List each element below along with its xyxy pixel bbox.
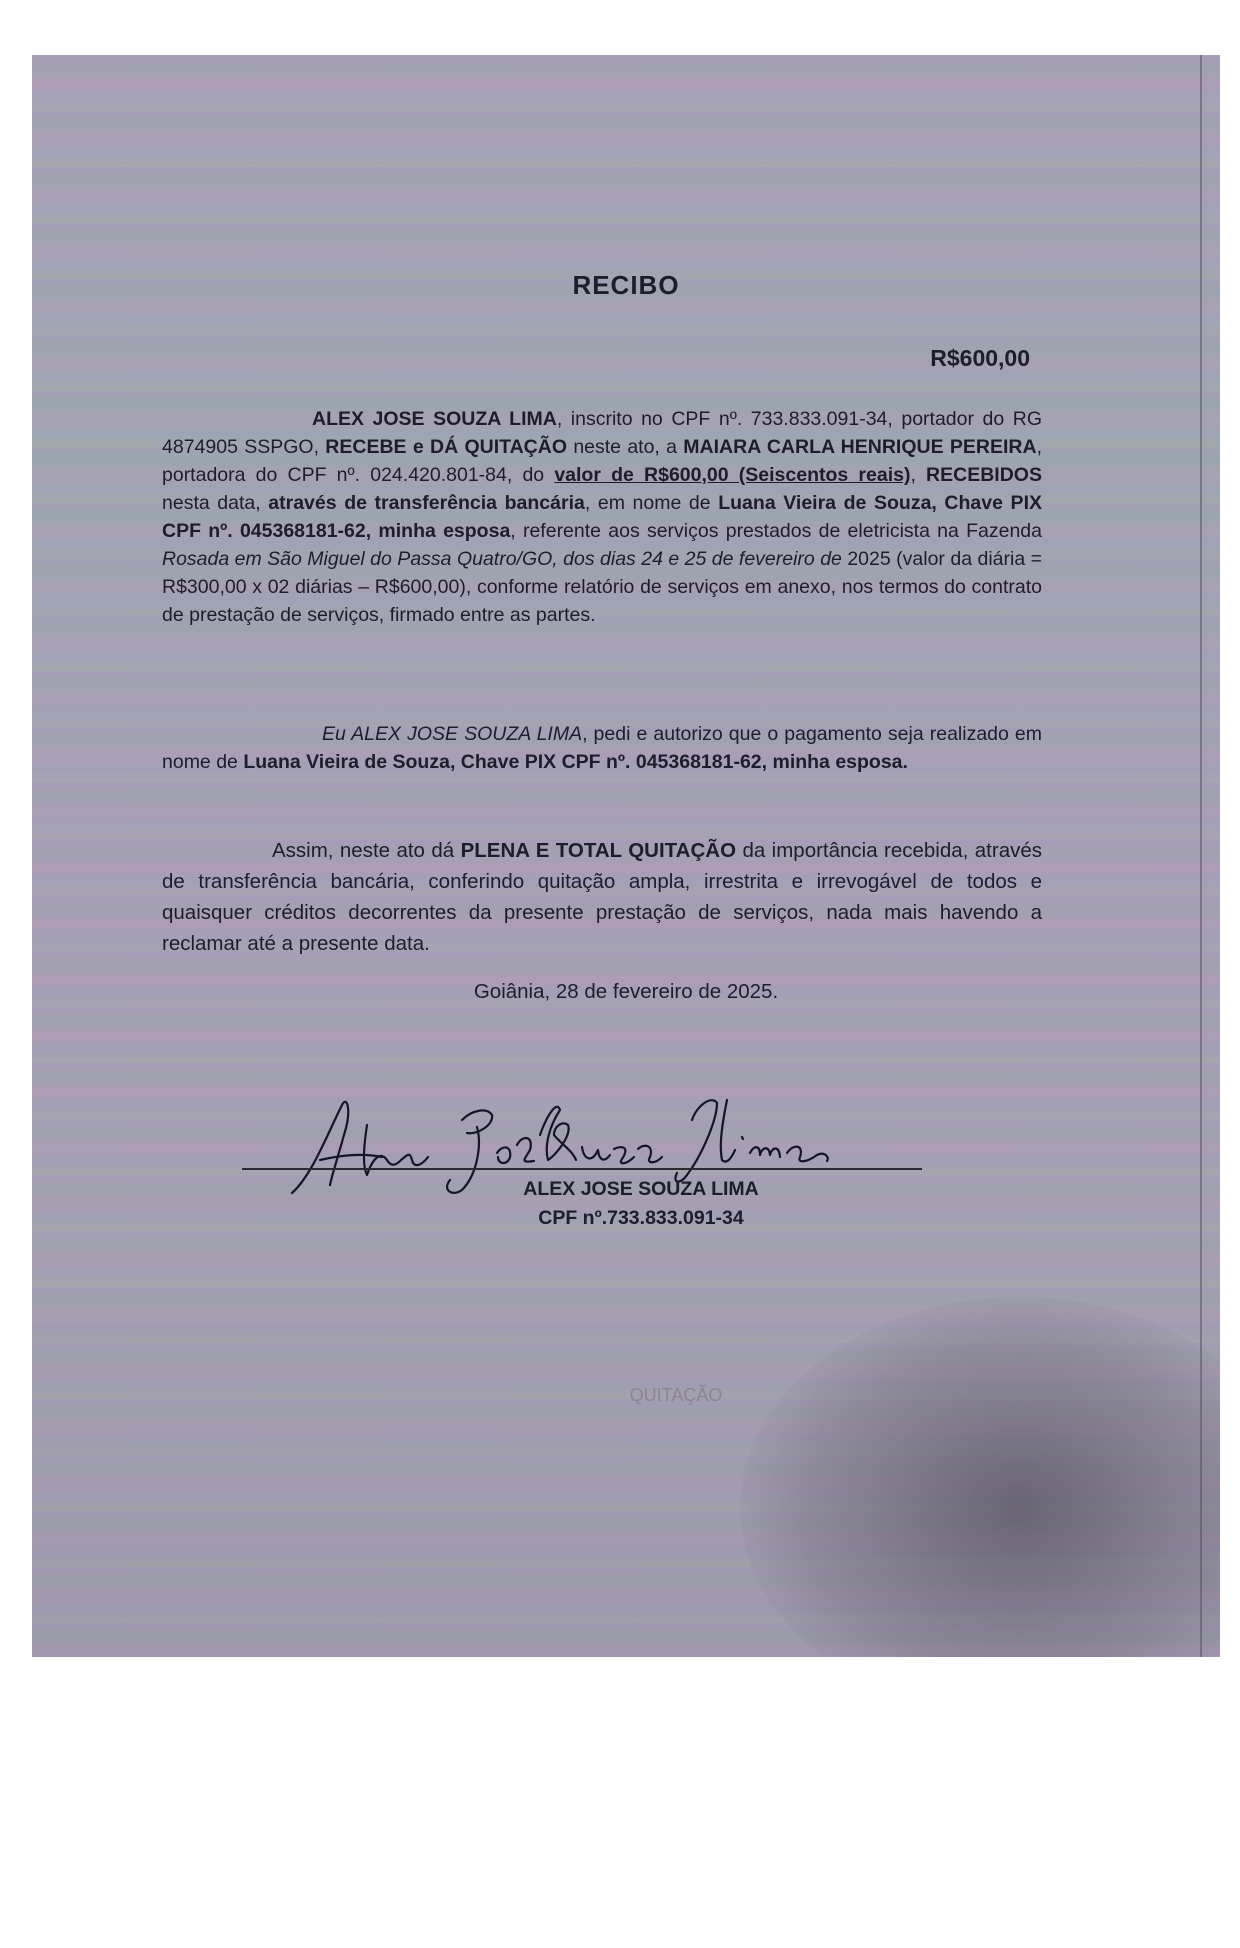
pix-beneficiary: Luana Vieira de Souza, Chave PIX CPF nº. 045368181-62, minha esposa. xyxy=(243,751,908,773)
paragraph-payment-authorization xyxy=(162,720,1042,776)
text-segment: nesta data, xyxy=(162,492,269,514)
text-segment: , pedi e autorizo que o pagamento seja realizado em nome de xyxy=(162,723,1042,773)
paragraph-receipt-declaration xyxy=(162,405,1042,629)
bold-segment: RECEBIDOS xyxy=(926,464,1042,486)
signer-cpf: CPF nº.733.833.091-34 xyxy=(538,1207,744,1229)
receipt-amount: R$600,00 xyxy=(930,345,1030,371)
bold-segment: RECEBE e DÁ QUITAÇÃO xyxy=(325,436,568,458)
text-segment: , em nome de xyxy=(584,492,719,514)
signature-line xyxy=(242,1168,922,1170)
amount-in-words: valor de R$600,00 (Seiscentos reais) xyxy=(554,464,911,486)
recipient-name: MAIARA CARLA HENRIQUE PEREIRA xyxy=(683,436,1037,458)
authorizer-name: Eu ALEX JOSE SOUZA LIMA xyxy=(322,723,583,745)
paragraph-full-discharge xyxy=(162,835,1042,959)
text-segment: , portadora do CPF nº. 024.420.801-84, do xyxy=(162,436,1042,486)
text-segment: neste ato, a xyxy=(567,436,684,458)
service-location: Rosada em São Miguel do Passa Quatro/GO, dos dias 24 e 25 de fevereiro de xyxy=(162,548,842,570)
place-and-date: Goiânia, 28 de fevereiro de 2025. xyxy=(473,980,779,1003)
text-segment: , inscrito no CPF nº. 733.833.091-34, portador do RG 4874905 SSPGO, xyxy=(162,408,1042,458)
text-segment: da importância recebida, através de transferência bancária, conferindo quitação ampla, irrestrita e irrevogável de todos e quaisquer créditos decorrentes da presente prestação de serviços, nada mais havendo a reclamar até a presente data. xyxy=(162,839,1042,955)
bold-segment: PLENA E TOTAL QUITAÇÃO xyxy=(460,839,737,862)
text-segment: 2025 (valor da diária = R$300,00 x 02 diárias – R$600,00), conforme relatório de serviços em anexo, nos termos do contrato de prestação de serviços, firmado entre as partes. xyxy=(162,548,1042,626)
bleed-through-text: QUITAÇÃO xyxy=(629,1385,723,1405)
payer-name: ALEX JOSE SOUZA LIMA xyxy=(312,408,557,430)
payment-method: através de transferência bancária xyxy=(268,492,585,514)
document-title: RECIBO xyxy=(572,270,680,300)
text-segment: Assim, neste ato dá xyxy=(272,839,461,862)
scanned-page xyxy=(32,55,1220,1657)
text-segment: , xyxy=(910,464,927,486)
text-segment: , referente aos serviços prestados de eletricista na Fazenda xyxy=(510,520,1042,542)
pix-beneficiary: Luana Vieira de Souza, Chave PIX CPF nº. 045368181-62, minha esposa xyxy=(162,492,1042,542)
signer-name: ALEX JOSE SOUZA LIMA xyxy=(523,1178,759,1200)
